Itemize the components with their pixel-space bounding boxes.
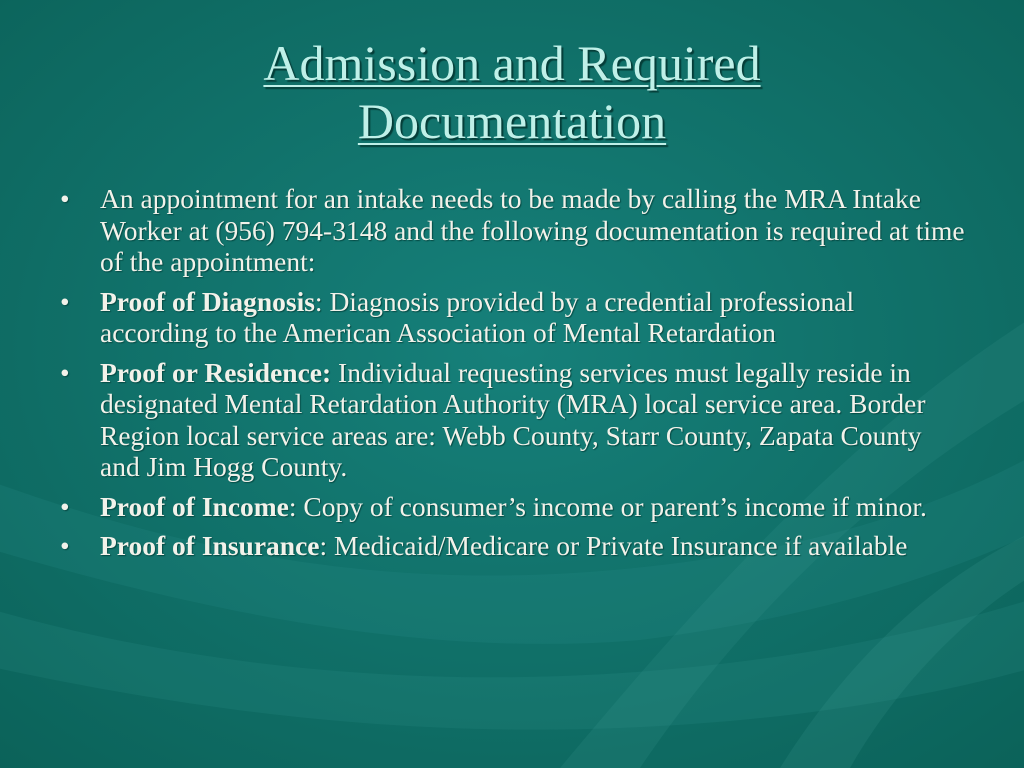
bullet-item-diagnosis xyxy=(58,286,968,349)
bullet-dot-icon: • xyxy=(60,356,70,388)
bullet-label: Proof of Insurance xyxy=(100,530,320,561)
bullet-item-residence xyxy=(58,357,968,483)
bullet-separator: : xyxy=(314,285,323,317)
bullet-label: Proof or Residence: xyxy=(100,356,332,388)
bullet-item-appointment xyxy=(58,183,968,278)
bullet-item-insurance xyxy=(58,530,968,562)
slide-title-line-2: Documentation xyxy=(357,93,667,149)
bullet-dot-icon: • xyxy=(60,530,70,561)
bullet-text: Medicaid/Medicare or Private Insurance if available xyxy=(327,530,908,561)
bullet-dot-icon: • xyxy=(60,183,70,214)
bullet-text: An appointment for an intake needs to be made by calling the MRA Intake Worker at (956) 794-3148 and the following documentation is required at time of the appointment: xyxy=(100,183,965,277)
slide-title-line-1: Admission and Required xyxy=(263,35,761,91)
slide-title xyxy=(0,34,1024,150)
bullet-text: Diagnosis provided by a credential professional according to the American Association of Mental Retardation xyxy=(100,285,855,348)
bullet-dot-icon: • xyxy=(60,490,70,522)
bullet-separator: : xyxy=(319,530,328,561)
bullet-item-income xyxy=(58,491,968,523)
bullet-list xyxy=(58,183,968,570)
bullet-text: Copy of consumer’s income or parent’s income if minor. xyxy=(296,490,927,522)
bullet-dot-icon: • xyxy=(60,285,70,317)
bullet-label: Proof of Diagnosis xyxy=(100,285,315,317)
bullet-separator: : xyxy=(288,490,297,522)
bullet-text: Individual requesting services must legally reside in designated Mental Retardation Authority (MRA) local service area. Border Region local service areas are: Webb County, Starr County, Zapata County and Jim Hogg County. xyxy=(100,356,926,482)
bullet-label: Proof of Income xyxy=(100,490,289,522)
